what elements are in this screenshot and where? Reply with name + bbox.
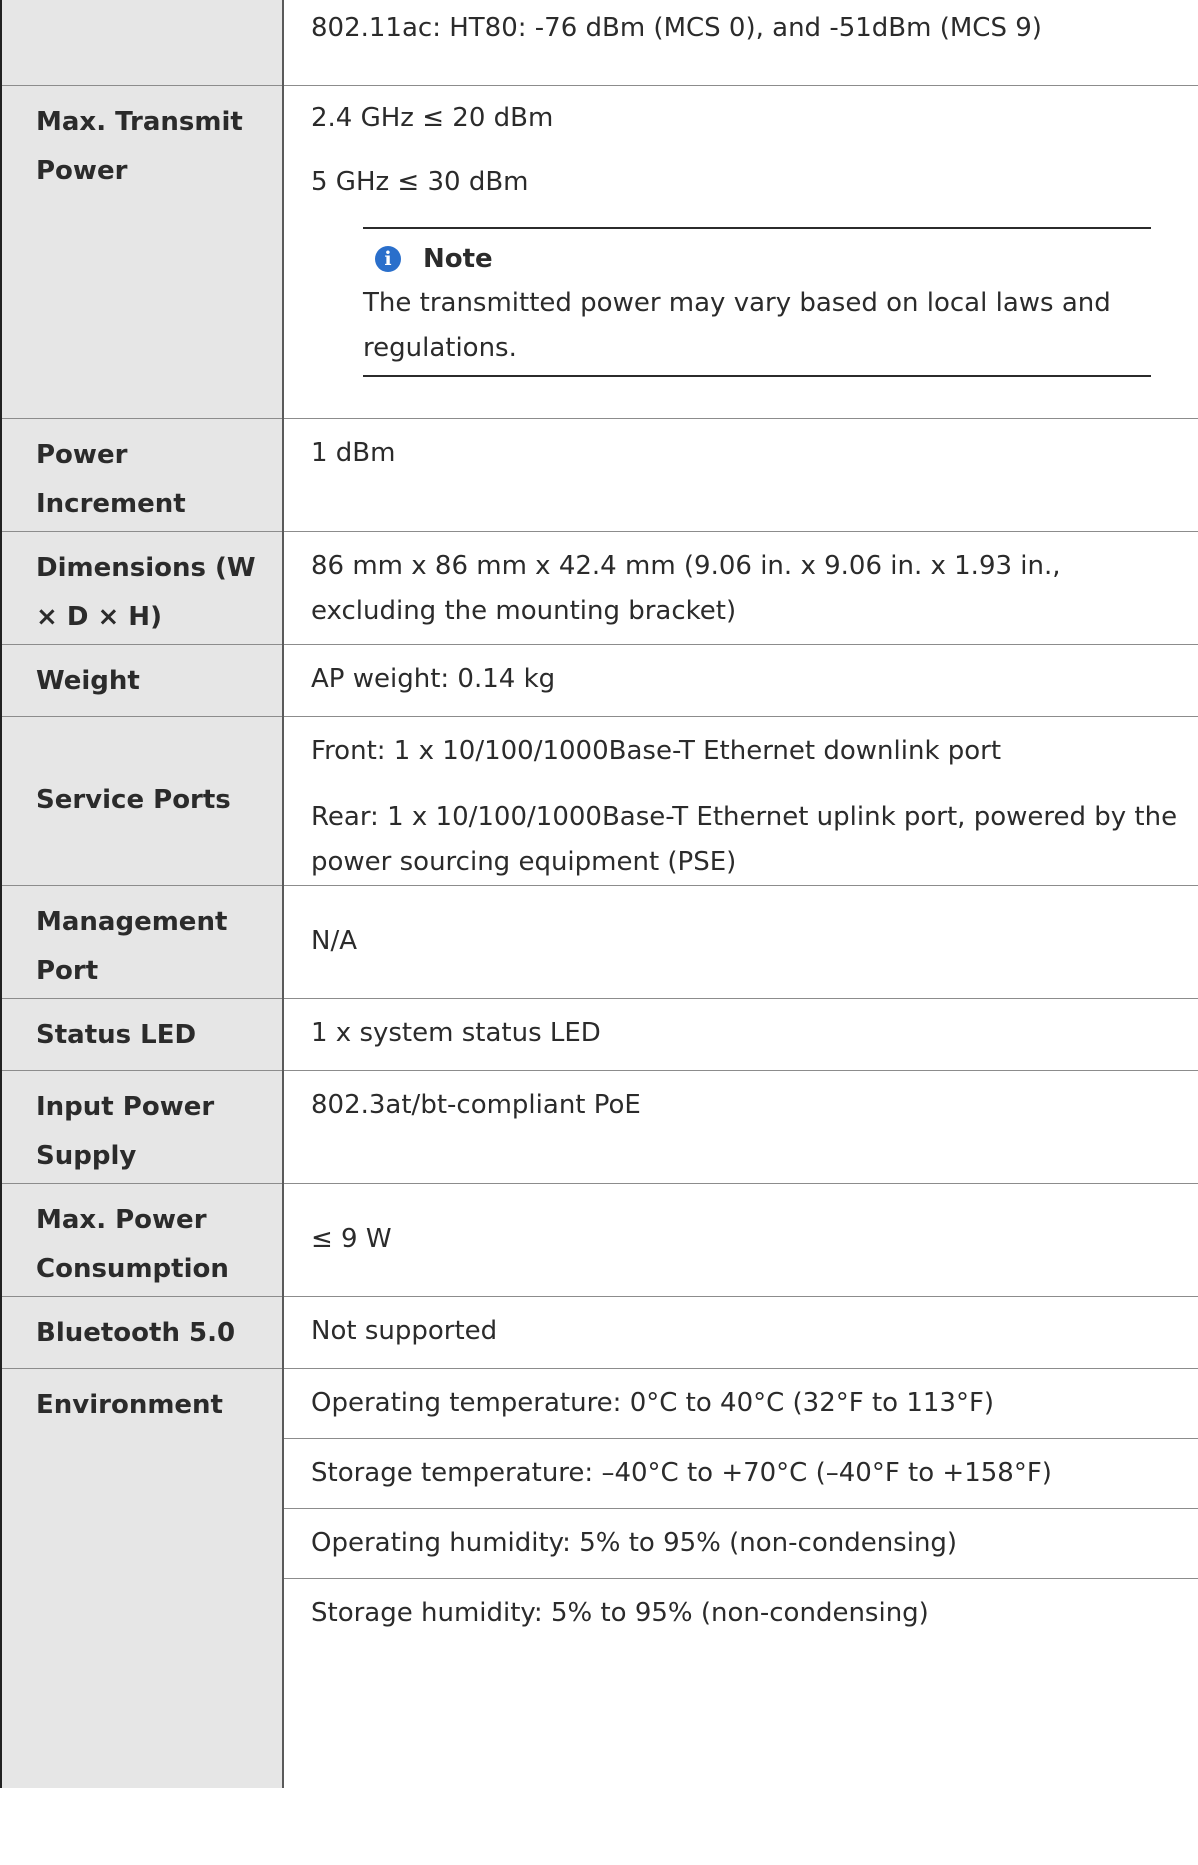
table-row (1, 998, 1198, 1070)
row-label: Environment (1, 1368, 283, 1788)
row-value (283, 85, 1198, 418)
table-row (1, 1183, 1198, 1296)
table-row (1, 531, 1198, 644)
environment-item: Operating temperature: 0°C to 40°C (32°F to 113°F) (284, 1369, 1198, 1439)
value-text: N/A (311, 926, 357, 956)
value-text: 2.4 GHz ≤ 20 dBm (311, 102, 554, 133)
value-text: 5 GHz ≤ 30 dBm (311, 166, 529, 197)
row-label: Max. Transmit Power (1, 85, 283, 418)
note-box (363, 227, 1151, 377)
row-value (283, 0, 1198, 85)
value-text: Rear: 1 x 10/100/1000Base-T Ethernet uplink port, powered by the power sourcing equipment (PSE) (311, 801, 1178, 877)
row-label: Input Power Supply (1, 1070, 283, 1183)
row-value (283, 998, 1198, 1070)
value-text: 1 x system status LED (311, 1017, 601, 1048)
table-row (1, 0, 1198, 85)
row-label: Status LED (1, 998, 283, 1070)
row-value (283, 885, 1198, 998)
environment-item: Operating humidity: 5% to 95% (non-condensing) (284, 1509, 1198, 1579)
note-text: The transmitted power may vary based on local laws and regulations. (363, 287, 1111, 363)
value-text: 1 dBm (311, 437, 396, 468)
value-text: 86 mm x 86 mm x 42.4 mm (9.06 in. x 9.06 in. x 1.93 in., excluding the mounting bracket) (311, 550, 1061, 626)
value-text: AP weight: 0.14 kg (311, 663, 556, 694)
table-row (1, 85, 1198, 418)
row-label: Management Port (1, 885, 283, 998)
table-row (1, 716, 1198, 885)
row-value (283, 1070, 1198, 1183)
environment-item: Storage humidity: 5% to 95% (non-condensing) (311, 1598, 929, 1628)
row-label: Power Increment (1, 418, 283, 531)
note-header (363, 237, 1151, 281)
info-icon: i (375, 246, 401, 272)
value-text: Not supported (311, 1315, 498, 1346)
row-label (1, 0, 283, 85)
row-label: Max. Power Consumption (1, 1183, 283, 1296)
row-value (283, 418, 1198, 531)
row-value (283, 531, 1198, 644)
row-label: Dimensions (W × D × H) (1, 531, 283, 644)
row-value (283, 1296, 1198, 1368)
value-text: ≤ 9 W (311, 1224, 392, 1254)
value-text: 802.3at/bt-compliant PoE (311, 1089, 641, 1120)
row-label: Weight (1, 644, 283, 716)
table-row (1, 1070, 1198, 1183)
note-title: Note (423, 243, 493, 274)
table-row (1, 1296, 1198, 1368)
table-row (1, 885, 1198, 998)
row-value (283, 644, 1198, 716)
row-value (283, 1368, 1198, 1788)
row-value (283, 1183, 1198, 1296)
value-text: 802.11ac: HT80: -76 dBm (MCS 0), and -51dBm (MCS 9) (311, 13, 1042, 43)
value-text: Front: 1 x 10/100/1000Base-T Ethernet downlink port (311, 735, 1002, 766)
table-row (1, 644, 1198, 716)
environment-item: Storage temperature: –40°C to +70°C (–40°F to +158°F) (284, 1439, 1198, 1509)
row-label: Service Ports (1, 716, 283, 885)
table-row (1, 1368, 1198, 1788)
table-row (1, 418, 1198, 531)
row-label: Bluetooth 5.0 (1, 1296, 283, 1368)
row-value (283, 716, 1198, 885)
